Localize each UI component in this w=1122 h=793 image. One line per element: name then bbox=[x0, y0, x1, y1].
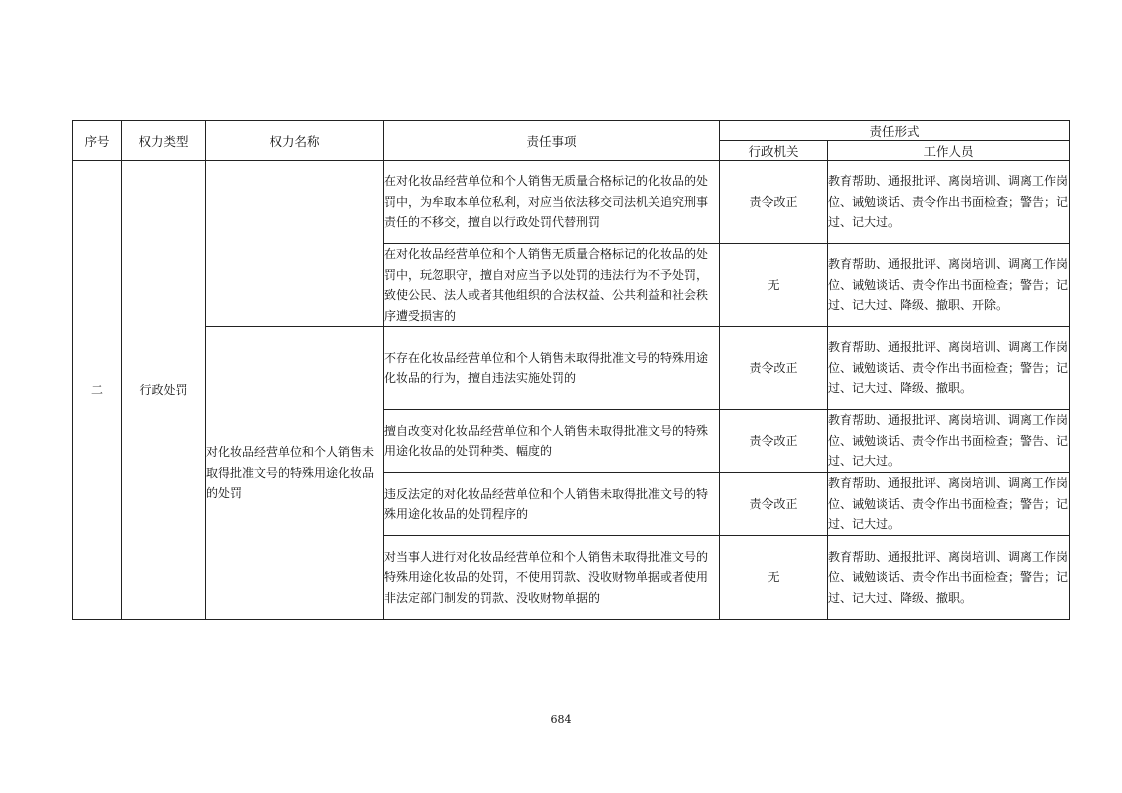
agency-cell: 责令改正 bbox=[720, 410, 828, 473]
staff-cell: 教育帮助、通报批评、离岗培训、调离工作岗位、诫勉谈话、责令作出书面检查；警告；记过、记大过、降级、撤职。 bbox=[828, 536, 1070, 620]
staff-cell: 教育帮助、通报批评、离岗培训、调离工作岗位、诫勉谈话、责令作出书面检查；警告；记过、记大过。 bbox=[828, 473, 1070, 536]
header-power-name: 权力名称 bbox=[206, 121, 384, 161]
header-form: 责任形式 bbox=[720, 121, 1070, 141]
matter-cell: 不存在化妆品经营单位和个人销售未取得批准文号的特殊用途化妆品的行为，擅自违法实施处罚的 bbox=[384, 327, 720, 410]
power-name-cell: 对化妆品经营单位和个人销售未取得批准文号的特殊用途化妆品的处罚 bbox=[206, 327, 384, 620]
header-seq: 序号 bbox=[73, 121, 122, 161]
header-power-type: 权力类型 bbox=[122, 121, 206, 161]
agency-cell: 责令改正 bbox=[720, 473, 828, 536]
page-number: 684 bbox=[550, 713, 572, 726]
power-name-cell bbox=[206, 161, 384, 327]
matter-cell: 在对化妆品经营单位和个人销售无质量合格标记的化妆品的处罚中，为牟取本单位私利，对应当依法移交司法机关追究刑事责任的不移交，擅自以行政处罚代替刑罚 bbox=[384, 161, 720, 244]
header-row bbox=[73, 121, 1070, 141]
matter-cell: 擅自改变对化妆品经营单位和个人销售未取得批准文号的特殊用途化妆品的处罚种类、幅度的 bbox=[384, 410, 720, 473]
agency-cell: 无 bbox=[720, 244, 828, 327]
matter-cell: 在对化妆品经营单位和个人销售无质量合格标记的化妆品的处罚中，玩忽职守，擅自对应当予以处罚的违法行为不予处罚，致使公民、法人或者其他组织的合法权益、公共利益和社会秩序遭受损害的 bbox=[384, 244, 720, 327]
header-agency: 行政机关 bbox=[720, 141, 828, 161]
agency-cell: 无 bbox=[720, 536, 828, 620]
seq-cell: 二 bbox=[73, 161, 122, 620]
header-matter: 责任事项 bbox=[384, 121, 720, 161]
staff-cell: 教育帮助、通报批评、离岗培训、调离工作岗位、诫勉谈话、责令作出书面检查；警告；记过、记大过、降级、撤职。 bbox=[828, 327, 1070, 410]
agency-cell: 责令改正 bbox=[720, 327, 828, 410]
header-staff: 工作人员 bbox=[828, 141, 1070, 161]
power-type-cell: 行政处罚 bbox=[122, 161, 206, 620]
staff-cell: 教育帮助、通报批评、离岗培训、调离工作岗位、诫勉谈话、责令作出书面检查；警告、记过、记大过。 bbox=[828, 410, 1070, 473]
table-row bbox=[73, 161, 1070, 244]
table-row bbox=[73, 327, 1070, 410]
agency-cell: 责令改正 bbox=[720, 161, 828, 244]
staff-cell: 教育帮助、通报批评、离岗培训、调离工作岗位、诫勉谈话、责令作出书面检查；警告；记过、记大过。 bbox=[828, 161, 1070, 244]
matter-cell: 违反法定的对化妆品经营单位和个人销售未取得批准文号的特殊用途化妆品的处罚程序的 bbox=[384, 473, 720, 536]
responsibility-table bbox=[72, 120, 1070, 620]
staff-cell: 教育帮助、通报批评、离岗培训、调离工作岗位、诫勉谈话、责令作出书面检查；警告；记过、记大过、降级、撤职、开除。 bbox=[828, 244, 1070, 327]
matter-cell: 对当事人进行对化妆品经营单位和个人销售未取得批准文号的特殊用途化妆品的处罚，不使用罚款、没收财物单据或者使用非法定部门制发的罚款、没收财物单据的 bbox=[384, 536, 720, 620]
